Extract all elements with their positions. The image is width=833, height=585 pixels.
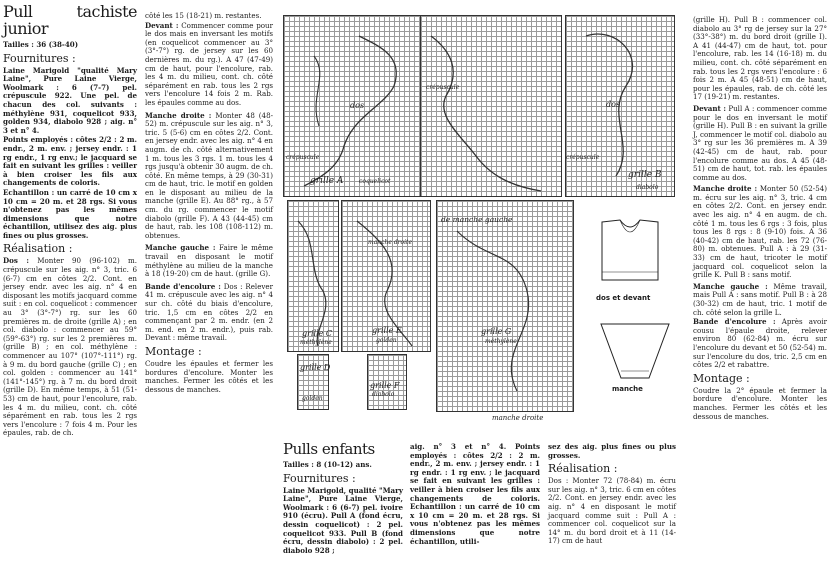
devant-label: Devant : [145,20,179,30]
right-md-label: Manche droite : [693,184,758,194]
grid-a-right-crepuscule: crépuscule [426,84,460,91]
grid-g [436,200,574,412]
grid-e-label: grille E [372,326,402,335]
montage-text: Coudre les épaules et fermer les bordures d'encolure. Monter les manches. Fermer les côtés et les dessous de manches. [145,358,273,394]
dos-label: Dos : [3,256,29,266]
grid-a-label: grille A [310,176,344,186]
grid-e [341,200,431,352]
manche-gauche-label: Manche gauche : [145,243,216,253]
right-be-label: Bande d'encolure : [693,317,776,327]
grid-e-color: golden [376,337,397,344]
grid-g-label: grille G [481,327,512,336]
dos-devant-diagram [590,210,670,290]
devant-text: Commencer comme pour le dos mais en inversant les motifs (en coquelicot commencer au 3° (3°-7°) rg. de jersey sur les 60 dernières m. du rg.). A 47 (47-49) cm de haut, pour l'encolure, rab. les 4 m. du milieu, cont. ch. côté séparément en rab. tous les 2 rgs vers l'encolure 14 fois 2 m. Rab. les épaules comme au dos. [145,20,273,107]
middle-column [145,12,273,395]
right-be-text: Après avoir cousu l'épaule droite, relever environ 80 (62-84) m. écru sur l'encolure du devant et 50 (52-54) m. sur l'encolure du dos, tric. 2,5 cm en côtes 2/2 et rabattre. [693,317,827,370]
grid-d [297,354,329,410]
supplies-text: Laine Marigold "qualité Mary Laine", Pure Laine Vierge, Woolmark : 6 (7-7) pel. crépuscule 922. Une pel. de chacun des col. suivants : méthylène 931, coquelicot 933, golden 934, diabolo 928 ; aig. n° 3 et n° 4. [3,65,137,135]
gauge-text: Echantillon : un carré de 10 cm x 10 cm = 20 m. et 28 rgs. Si vous n'obtenez pas les mêmes dimensions que notre échantillon, utilisez des aig. plus fines ou plus grosses. [3,187,137,240]
right-md-text: Monter 50 (52-54) m. écru sur les aig. n° 3, tric. 4 cm en côtes 2/2. Cont. en jersey endr. avec les aig. n° 4 en augm. de ch. côté 1 m. tous les 6 rgs : 3 fois, plus tous les 8 rgs : 8 (9-10) fois. A 36 (40-42) cm de haut, rab. les 72 (76-80) m. obtenues. Pull A : à 29 (31-33) cm de haut, tricoter le motif jacquard col. coquelicot selon la grille K. Pull B : sans motif. [693,184,827,280]
enfants-col2 [410,443,540,547]
grid-a-color2: crépuscule [286,154,320,161]
manche-gauche-text: Faire le même travail en disposant le motif méthylène au milieu de la manche à 18 (19-20) cm de haut. (grille G). [145,243,273,279]
enfants-supplies-heading: Fournitures : [283,471,356,485]
grid-d-color: golden [302,395,323,402]
realisation-heading: Réalisation : [3,242,73,256]
dos-devant-caption: dos et devant [596,294,651,302]
grid-f-color: diabolo [372,391,395,398]
grid-d-label: grille D [300,363,331,372]
grid-b [565,15,675,197]
grid-a-right [420,15,562,197]
bande-encolure-label: Bande d'encolure : [145,281,221,291]
manche-droite-caption: manche droite [492,414,544,422]
sizes: Tailles : 36 (38-40) [3,40,79,49]
grid-a [283,15,421,197]
enfants-col3 [548,443,676,547]
grid-f-label: grille F [370,381,400,390]
supplies-heading: Fournitures : [3,51,76,65]
right-montage-heading: Montage : [693,371,750,385]
grid-b-color2: crépuscule [566,154,600,161]
right-montage-text: Coudre la 2° épaule et fermer la bordure d'encolure. Monter les manches. Fermer les côtés et les dessous de manches. [693,385,827,421]
right-column [693,16,827,422]
right-intro: (grille H). Pull B : commencer col. diabolo au 3° rg de jersey sur la 27° (33°-38°) m. du bord droit (grille I). A 41 (44-47) cm de haut, tot. pour l'encolure, rab. les 14 (16-18) m. du milieu, cont. ch. côté séparément en rab. tous les 2 rgs vers l'encolure : 6 fois 2 m. A 45 (48-51) cm de haut, pour les épaules, rab. de ch. côté les 17 (19-21) m. restantes. [693,15,827,102]
enfants-realisation-heading: Réalisation : [548,462,618,476]
grid-c [287,200,339,352]
grid-a-right-motif [421,16,563,198]
grid-f [367,354,407,410]
enfants-points-text: aig. n° 3 et n° 4. Points employés : côtes 2/2 : 2 m. endr., 2 m. env. ; jersey endr. : 1 rg endr. : 1 rg env. ; le jacquard se fait en suivant les grilles : veiller à bien croiser les fils aux changements de coloris. Echantillon : un carré de 10 cm x 10 cm = 20 m. et 28 rgs. Si vous n'obtenez pas les mêmes dimensions que notre échantillon, utili- [410,442,540,546]
grid-a-color: coquelicot [359,178,391,185]
left-column [3,3,137,439]
right-mg-label: Manche gauche : [693,281,768,291]
grid-c-color: méthylène [300,339,332,346]
dos-text: Monter 90 (96-102) m. crépuscule sur les aig. n° 3, tric. 6 (6-7) cm en côtes 2/2. Cont. en jersey endr. avec les aig. n° 4 en disposant les motifs jacquard comme suit : en col. coquelicot : commencer au 3° (3°-7°) rg. sur les 60 premières m. de droite (grille A) ; en col. diabolo : commencer au 59° (59°-63°) rg. sur les 2 premières m. (grille B) ; en col. méthylène : commencer au 107° (107°-111°) rg. à 9 m. du bord gauche (grille C) ; en col. golden : commencer au 141° (141°-145°) rg. à 7 m. du bord droit (grille D). En même temps, à 51 (51-53) cm de haut, pour l'encolure, rab. les 4 m. du milieu, cont. ch. côté séparément en rab. tous les 2 rgs vers l'encolure : 7 fois 4 m. Pour les épaules, rab. de ch. [3,256,137,438]
grid-a-dos: dos [350,101,365,110]
enfants-col3-intro: sez des aig. plus fines ou plus grosses. [548,442,676,460]
mid-intro: côté les 15 (18-21) m. restantes. [145,11,262,20]
grid-c-label: grille C [302,329,333,338]
pattern-title: Pull tachiste junior [3,2,137,38]
grid-g-color: méthylène [485,338,517,345]
montage-heading: Montage : [145,344,202,358]
enfants-supplies-text: Laine Marigold, qualité "Mary Laine", Pure Laine Vierge, Woolmark : 6 (6-7) pel. ivoire 910 (écru). Pull A (fond écru, dessin coquelicot) : 2 pel. coquelicot 933. Pull B (fond écru, dessin diabolo) : 2 pel. diabolo 928 ; [283,485,403,555]
points-text: Points employés : côtes 2/2 : 2 m. endr., 2 m. env. ; jersey endr. : 1 rg endr., 1 rg env.; le jacquard se fait en suivant les grilles : veiller à bien croiser les fils aux changements de coloris. [3,135,137,188]
bande-encolure-text: Dos : Relever 41 m. crépuscule avec les aig. n° 4 sur ch. côté du biais d'encolure, tric. 1,5 cm en côtes 2/2 en commençant par 2 m. endr. (en 2 m. end. en 2 m. endr.), puis rab. Devant : même travail. [145,281,273,343]
right-devant-text: Pull A : commencer comme pour le dos en inversant le motif (grille H). Pull B : en suivant la grille J, commencer le motif col. diabolo au 3° rg sur les 36 premières m. A 39 (42-45) cm de haut, rab. pour l'encolure comme au dos. A 45 (48-51) cm de haut, tot. rab. les épaules comme au dos. [693,103,827,182]
manche-diagram [597,316,673,386]
grid-g-manche-gauche: de manche gauche [441,215,513,224]
enfants-col1 [283,441,403,556]
grid-e-manche-droite: manche droite [368,239,413,246]
right-devant-label: Devant : [693,103,726,113]
grid-g-motif [437,201,575,413]
manche-droite-text: Monter 48 (48-52) m. crépuscule sur les aig. n° 3, tric. 5 (5-6) cm en côtes 2/2. Cont. en jersey endr. avec les aig. n° 4 en augm. de ch. côté alternativement 1 m. tous les 3 rgs. 1 m. tous les 4 rgs jusqu'à obtenir 30 augm. de ch. côté. En même temps, à 29 (30-31) cm de haut, tric. le motif en golden en le disposant au milieu de la manche (grille E). Au 88° rg., à 57 cm. du rg. commencer le motif diabolo (grille F). A 43 (44-45) cm de haut, rab. les 108 (108-112) m. obtenues. [145,110,273,240]
enfants-title: Pulls enfants [283,440,375,458]
manche-caption: manche [612,385,643,393]
grid-b-color: diabolo [636,184,659,191]
grid-b-label: grille B [628,170,662,180]
enfants-sizes: Tailles : 8 (10-12) ans. [283,460,372,469]
right-mg-text: Même travail, mais Pull A : sans motif. Pull B : à 28 (30-32) cm de haut, tric. 1 motif de ch. côté selon la grille L. [693,281,827,317]
manche-droite-label: Manche droite : [145,110,212,120]
grid-b-dos: dos [606,100,621,109]
enfants-dos-text: Dos : Monter 72 (78-84) m. écru sur les aig. n° 3, tric. 6 cm en côtes 2/2. Cont. en jersey endr. avec les aig. n° 4 en disposant le motif jacquard comme suit : Pull A : commencer col. coquelicot sur la 14° m. du bord droit et à 11 (14-17) cm de haut [548,476,676,546]
